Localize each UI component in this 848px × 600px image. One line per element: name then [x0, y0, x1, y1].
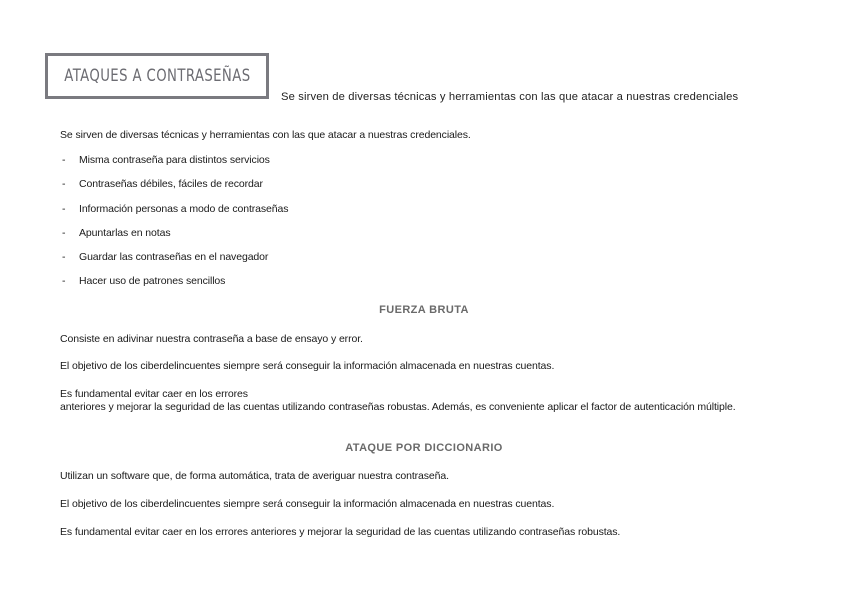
list-item-text: Hacer uso de patrones sencillos [79, 275, 226, 288]
bullet-marker: - [62, 251, 66, 264]
fuerza-bruta-paragraph-3: anteriores y mejorar la seguridad de las cuentas utilizando contraseñas robustas. Además, es conveniente aplicar el factor de autenticación múltiple. [60, 401, 736, 413]
fuerza-bruta-paragraph-3-line1: Es fundamental evitar caer en los errores [60, 388, 248, 400]
list-item-text: Apuntarlas en notas [79, 226, 171, 239]
diccionario-paragraph-3: Es fundamental evitar caer en los errores anteriores y mejorar la seguridad de las cuentas utilizando contraseñas robustas. [60, 526, 621, 538]
bullet-marker: - [62, 226, 66, 239]
list-item [60, 178, 288, 202]
list-item-text: Contraseñas débiles, fáciles de recordar [79, 178, 263, 191]
list-item-text: Información personas a modo de contraseñas [79, 202, 289, 215]
document-title: ATAQUES A CONTRASEÑAS [63, 66, 251, 86]
fuerza-bruta-paragraph-2: El objetivo de los ciberdelincuentes siempre será conseguir la información almacenada en nuestras cuentas. [60, 360, 555, 372]
section-heading-fuerza-bruta: FUERZA BRUTA [379, 304, 469, 316]
diccionario-paragraph-1: Utilizan un software que, de forma automática, trata de averiguar nuestra contraseña. [60, 470, 449, 482]
bullet-marker: - [62, 154, 66, 166]
list-item [60, 227, 288, 251]
document-subtitle: Se sirven de diversas técnicas y herramientas con las que atacar a nuestras credenciales [281, 91, 739, 103]
list-item [60, 251, 288, 275]
section-heading-diccionario: ATAQUE POR DICCIONARIO [345, 442, 503, 454]
risk-list [60, 154, 288, 300]
bullet-marker: - [62, 178, 66, 191]
intro-paragraph: Se sirven de diversas técnicas y herramientas con las que atacar a nuestras credenciales. [60, 129, 471, 141]
diccionario-paragraph-2: El objetivo de los ciberdelincuentes siempre será conseguir la información almacenada en nuestras cuentas. [60, 498, 555, 510]
list-item [60, 203, 288, 227]
list-item [60, 275, 288, 299]
fuerza-bruta-paragraph-1: Consiste en adivinar nuestra contraseña a base de ensayo y error. [60, 333, 363, 345]
title-box [45, 53, 269, 99]
list-item-text: Misma contraseña para distintos servicios [79, 154, 270, 166]
list-item [60, 154, 288, 178]
list-item-text: Guardar las contraseñas en el navegador [79, 251, 269, 264]
bullet-marker: - [62, 275, 66, 288]
bullet-marker: - [62, 202, 66, 215]
